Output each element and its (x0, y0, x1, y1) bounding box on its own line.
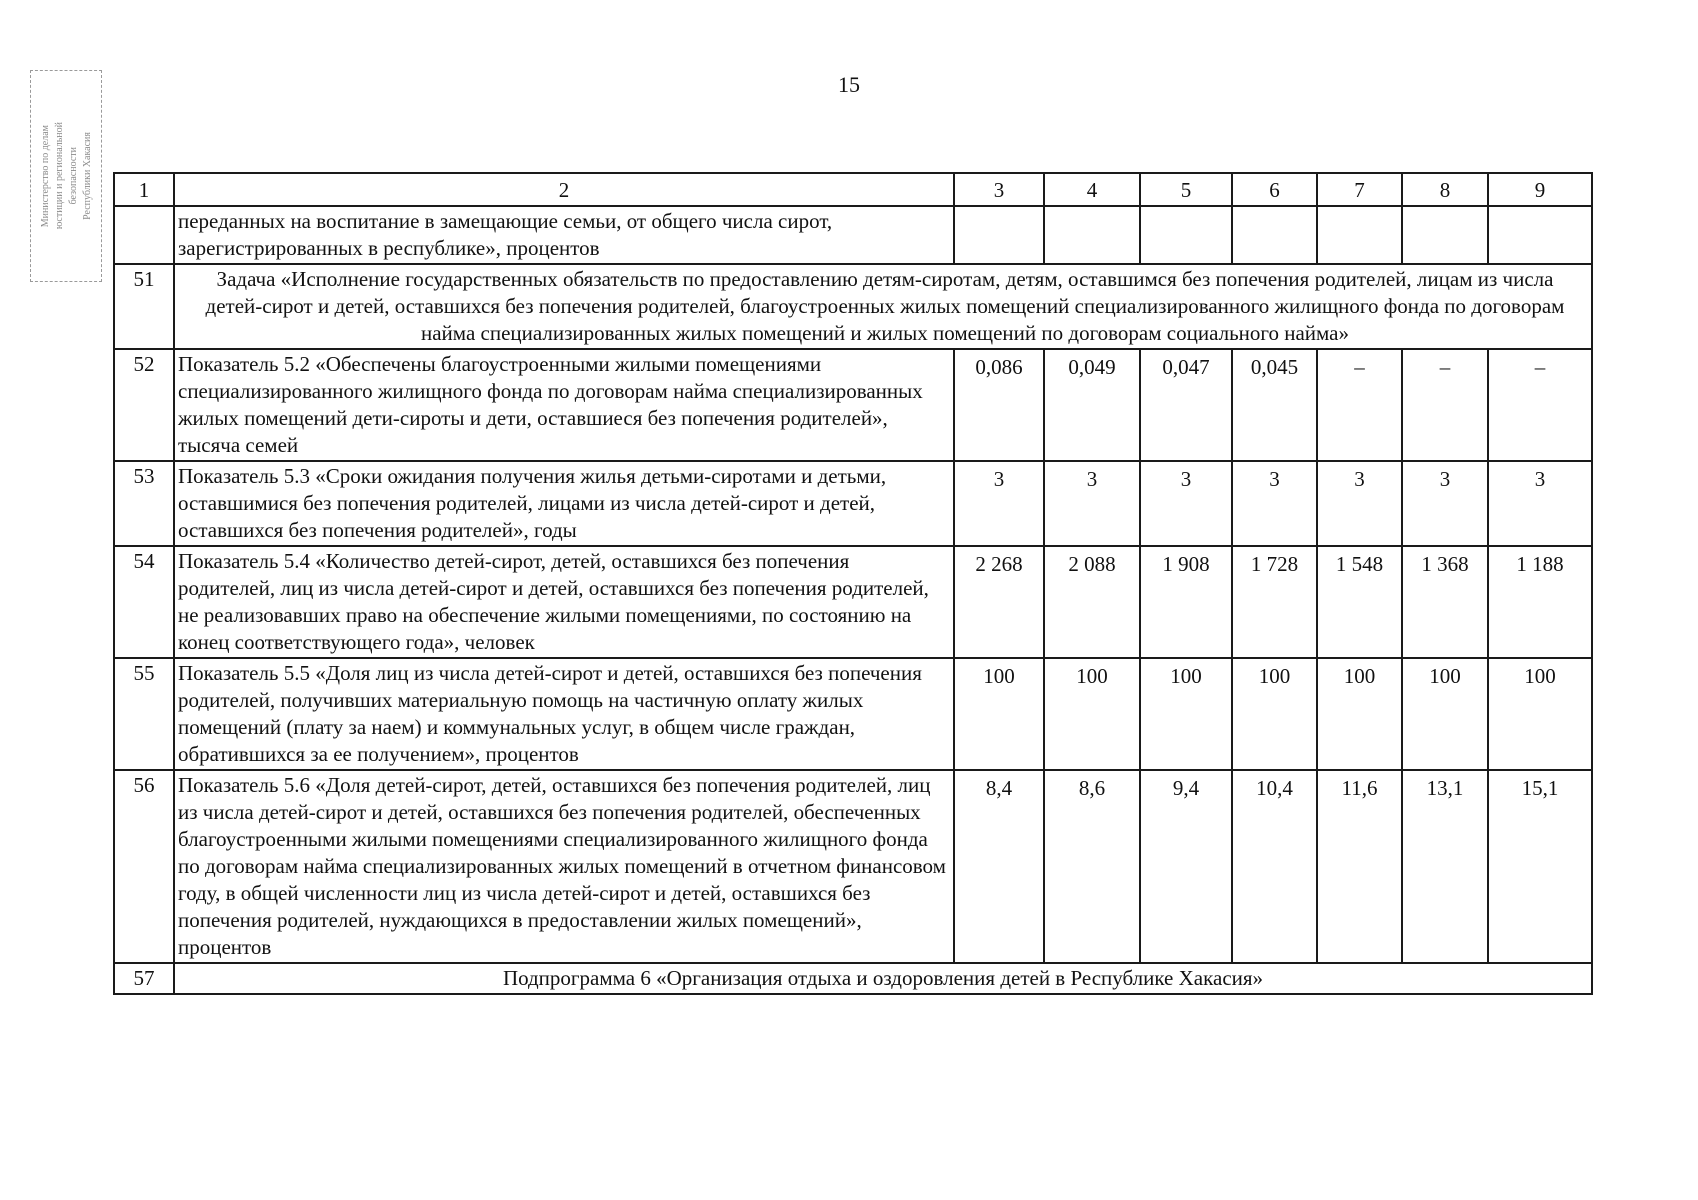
value-cell: – (1402, 349, 1488, 461)
task-row (114, 264, 1592, 349)
value-cell: 0,049 (1044, 349, 1140, 461)
header-cell: 6 (1232, 173, 1317, 206)
header-cell: 2 (174, 173, 954, 206)
row-number: 57 (114, 963, 174, 994)
value-cell: 3 (1140, 461, 1232, 546)
row-number: 55 (114, 658, 174, 770)
indicator-description: Показатель 5.2 «Обеспечены благоустроенными жилыми помещениями специализированного жилищного фонда по договорам найма специализированных жилых помещений дети-сироты и дети, оставшиеся без попечения родителей», тысяча семей (174, 349, 954, 461)
table-row (114, 349, 1592, 461)
value-cell (954, 206, 1044, 264)
value-cell: 3 (1044, 461, 1140, 546)
value-cell: 100 (1044, 658, 1140, 770)
value-cell (1232, 206, 1317, 264)
value-cell: 3 (1488, 461, 1592, 546)
value-cell: 8,4 (954, 770, 1044, 963)
value-cell: 100 (1402, 658, 1488, 770)
value-cell (1402, 206, 1488, 264)
value-cell: 3 (1232, 461, 1317, 546)
stamp-line: безопасности (67, 147, 79, 205)
value-cell: 100 (1317, 658, 1402, 770)
indicator-description: Показатель 5.4 «Количество детей-сирот, детей, оставшихся без попечения родителей, лиц из числа детей-сирот и детей, оставшихся без попечения родителей, не реализовавших право на обеспечение жилыми помещениями, по состоянию на конец соответствующего года», человек (174, 546, 954, 658)
table-row (114, 658, 1592, 770)
header-cell: 1 (114, 173, 174, 206)
value-cell: 2 088 (1044, 546, 1140, 658)
page-number: 15 (838, 72, 860, 97)
row-number: 51 (114, 264, 174, 349)
table-row (114, 770, 1592, 963)
value-cell: 15,1 (1488, 770, 1592, 963)
value-cell: 0,086 (954, 349, 1044, 461)
value-cell: 0,045 (1232, 349, 1317, 461)
table-row (114, 206, 1592, 264)
subprogram-row (114, 963, 1592, 994)
header-cell: 5 (1140, 173, 1232, 206)
indicator-description: переданных на воспитание в замещающие семьи, от общего числа сирот, зарегистрированных в республике», процентов (174, 206, 954, 264)
indicator-description: Показатель 5.5 «Доля лиц из числа детей-сирот и детей, оставшихся без попечения родителей, получивших материальную помощь на частичную оплату жилых помещений (плату за наем) и коммунальных услуг, в общем числе граждан, обратившихся за ее получением», процентов (174, 658, 954, 770)
stamp-line: Министерство по делам (39, 124, 51, 228)
row-number: 56 (114, 770, 174, 963)
header-cell: 9 (1488, 173, 1592, 206)
value-cell: 10,4 (1232, 770, 1317, 963)
value-cell: – (1488, 349, 1592, 461)
header-cell: 8 (1402, 173, 1488, 206)
row-number-cell (114, 206, 174, 264)
value-cell: – (1317, 349, 1402, 461)
value-cell: 2 268 (954, 546, 1044, 658)
row-number: 53 (114, 461, 174, 546)
value-cell (1044, 206, 1140, 264)
value-cell: 100 (1488, 658, 1592, 770)
value-cell (1317, 206, 1402, 264)
value-cell (1140, 206, 1232, 264)
table-row (114, 546, 1592, 658)
value-cell: 100 (954, 658, 1044, 770)
header-cell: 7 (1317, 173, 1402, 206)
value-cell: 13,1 (1402, 770, 1488, 963)
value-cell: 11,6 (1317, 770, 1402, 963)
row-number: 52 (114, 349, 174, 461)
value-cell: 3 (1317, 461, 1402, 546)
value-cell: 1 908 (1140, 546, 1232, 658)
stamp-line: Республики Хакасия (81, 132, 93, 220)
value-cell: 1 548 (1317, 546, 1402, 658)
value-cell: 3 (954, 461, 1044, 546)
value-cell: 1 188 (1488, 546, 1592, 658)
value-cell: 1 728 (1232, 546, 1317, 658)
indicator-description: Показатель 5.6 «Доля детей-сирот, детей, оставшихся без попечения родителей, лиц из числа детей-сирот и детей, оставшихся без попечения родителей, обеспеченных благоустроенными жилыми помещениями специализированного жилищного фонда по договорам найма специализированных жилых помещений в отчетном финансовом году, в общей численности лиц из числа детей-сирот и детей, оставшихся без попечения родителей, нуждающихся в предоставлении жилых помещений», процентов (174, 770, 954, 963)
value-cell: 9,4 (1140, 770, 1232, 963)
table-header-row (114, 173, 1592, 206)
value-cell: 100 (1140, 658, 1232, 770)
table-row (114, 461, 1592, 546)
value-cell: 1 368 (1402, 546, 1488, 658)
stamp-line: юстиции и региональной (53, 122, 65, 230)
subprogram-title: Подпрограмма 6 «Организация отдыха и оздоровления детей в Республике Хакасия» (174, 963, 1592, 994)
value-cell: 0,047 (1140, 349, 1232, 461)
indicator-description: Показатель 5.3 «Сроки ожидания получения жилья детьми-сиротами и детьми, оставшимися без попечения родителей, лицами из числа детей-сирот и детей, оставшихся без попечения родителей», годы (174, 461, 954, 546)
value-cell: 3 (1402, 461, 1488, 546)
value-cell: 8,6 (1044, 770, 1140, 963)
value-cell: 100 (1232, 658, 1317, 770)
row-number: 54 (114, 546, 174, 658)
header-cell: 4 (1044, 173, 1140, 206)
registration-stamp (30, 70, 102, 282)
task-title: Задача «Исполнение государственных обязательств по предоставлению детям-сиротам, детям, оставшимся без попечения родителей, лицам из числа детей-сирот и детей, оставшихся без попечения родителей, благоустроенных жилых помещений специализированного жилищного фонда по договорам найма специализированных жилых помещений и жилых помещений по договорам социального найма» (174, 264, 1592, 349)
indicators-table (113, 172, 1593, 995)
header-cell: 3 (954, 173, 1044, 206)
value-cell (1488, 206, 1592, 264)
